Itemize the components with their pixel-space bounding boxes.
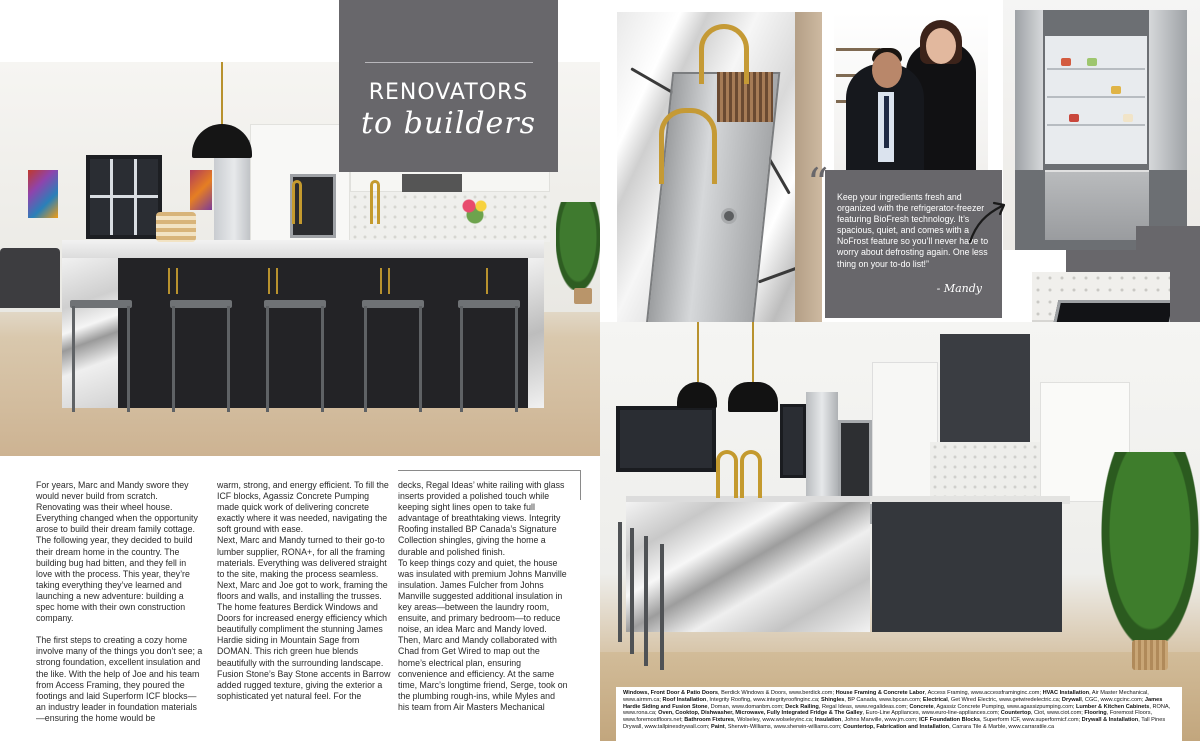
potted-plant [1100,452,1200,652]
credit-source: , Superform ICF, www.superformicf.com; [979,717,1082,724]
page-subtitle: to builders [360,106,537,141]
bar-stool [458,300,520,412]
title-divider [365,62,533,63]
credit-label: Lumber & Kitchen Cabinets [1075,703,1150,710]
credit-label: Deck Railing [785,703,819,710]
credit-source: , Agassiz Concrete Pumping, www.agassizpumping.com; [933,703,1076,710]
article-paragraph: To keep things cozy and quiet, the house was insulated with premium Johns Manville insulation. James Fulcher from Johns Manville suggested additional insulation in key areas—between the laundry room, ensuite, and primary bedroom—to reduce noise, an idea Marc and Mandy loved. Then, Marc and Mandy collaborated with Chad from Get Wired to map out the home’s electrical plan, ensuring convenience and efficiency. At the same time, Marc’s longtime friend, Serge, took on the plumbing rough-ins, while Myles and his team from Air Masters Mechanical [398,557,568,712]
tiered-tray [156,212,196,242]
credit-label: Electrical [922,696,948,703]
credit-label: Drywall & Installation [1081,717,1139,724]
credit-label: Countertop, Fabrication and Installation [843,723,950,730]
brass-faucet [699,24,749,84]
island-countertop [62,240,544,258]
credit-label: Drywall [1061,696,1082,703]
credit-source: , Integrity Roofing, www.integrityroofinginc.ca; [706,696,822,703]
bar-stool [170,300,232,412]
column-rule [580,470,581,500]
column-rule [398,470,580,471]
kitchen-overview-photo [600,322,1200,741]
brass-faucet [370,180,380,224]
homeowners-photo [834,12,988,170]
credit-label: ICF Foundation Blocks [919,717,980,724]
credit-source: , Regal Ideas, www.regalideas.com; [818,703,910,710]
brass-faucet [659,108,717,184]
potted-plant [556,202,600,290]
credit-label: Countertop [1000,710,1031,717]
credit-label: House Framing & Concrete Labor [835,690,925,696]
article-column-3 [398,480,568,724]
pendant-light [677,382,717,408]
article-paragraph: The first steps to creating a cozy home involve many of the things you don’t see; a strong foundation, excellent insulation and the like. With the help of Joe and his team from Access Framing, they poured the footings and laid Superform ICF blocks—an industry leader in foundation materials—ensuring the home would be [36,635,203,723]
article-paragraph: For years, Marc and Mandy swore they would never build from scratch. Renovating was their wheel house. Everything changed when the opportunity arose to build their dream family cottage. The following year, they decided to build their dream home in the country. The building bug had bitten, and they fell in love with the process. This year, they’re taking everything they’ve learned and launching a new adventure: building a spec home with their own construction company. [36,480,198,624]
credit-label: Oven, Cooktop, Dishwasher, Microwave, Fully Integrated Fridge & The Galley [658,710,863,717]
brass-faucet [716,450,738,498]
dining-chairs [0,248,60,308]
pendant-light [728,382,778,412]
galley-sink-photo [617,12,822,330]
title-box [339,0,558,172]
credit-source: , Euro-Line Appliances, www.euro-line-appliances.com; [862,710,1001,717]
credit-label: Roof Installation [662,696,707,703]
window [780,404,806,478]
brass-faucet [292,180,302,224]
credit-source: , Foremost Floors, www.foremostfloors.net; [623,710,1153,724]
article-paragraph: Next, Marc and Mandy turned to their go-to lumber supplier, RONA+, for all the framing materials. Everything was delivered straight to the site, making the process seamless. [217,535,387,579]
hex-backsplash [350,192,550,242]
flower-vase [460,194,490,224]
credit-source: , Sherwin-Williams, www.sherwin-williams.com; [724,723,844,730]
window [616,406,716,472]
credit-label: Paint [710,723,725,730]
wall-art [28,170,58,218]
credit-label: Bathroom Fixtures [684,717,734,724]
quote-attribution: - Mandy [936,282,982,295]
credit-label: Shingles [821,696,845,703]
hex-backsplash [930,442,1040,502]
credit-source: , Access Framing, www.accessframinginc.com; [924,690,1043,696]
credit-source: , Wolseley, www.wolseleyinc.ca; [733,717,815,724]
credit-label: Concrete [909,703,934,710]
sink-drain [721,208,737,224]
credits-list [623,690,1179,731]
credit-source: , Ciot, www.ciot.com; [1030,710,1085,717]
credit-source: , RONA, www.rona.ca; [623,703,1171,717]
credit-source: , Get Wired Electric, www.getwiredelectric.ca; [947,696,1062,703]
page-title: RENOVATORS [368,80,529,105]
bar-stool [362,300,424,412]
credit-label: Windows, Front Door & Patio Doors [623,690,719,696]
credit-source: , Johns Manville, www.jm.com; [841,717,920,724]
credit-source: , Carrara Tile & Marble, www.carraratile.ca [949,723,1055,730]
credit-label: Flooring [1084,710,1107,717]
range-hood-cabinet [940,334,1030,442]
credit-source: , CGC, www.cgcinc.com; [1081,696,1145,703]
wall-art [190,170,212,210]
refrigerator [806,392,838,512]
credit-label: James Hardie Siding and Fusion Stone [623,696,1163,710]
credit-source: , Tall Pines Drywall, www.tallpinesdrywall.com; [623,717,1166,730]
article-paragraph: Next, Marc and Joe got to work, framing the floors and walls, and installing the trusses. The home features Berdick Windows and Doors for increased energy efficiency which beautifully compliment the stunning James Hardie siding in Mountain Sage from DOMAN. This rich green hue blends beautifully with the surrounding landscape. Fusion Stone’s Bay Stone accents in Barrow added rugged texture, giving the exterior a sophisticated yet natural feel. For the [217,579,391,701]
lower-cabinets [872,502,1062,632]
bar-stool [70,300,132,412]
resource-credits [616,687,1182,741]
credit-label: Insulation [814,717,842,724]
bar-stool [264,300,326,412]
arrow-icon [966,198,1010,246]
quote-mark-icon: “ [807,159,829,208]
brass-faucet [740,450,762,498]
credit-source: , BP Canada, www.bpcan.com; [844,696,923,703]
article-column-1 [36,480,204,735]
plant-basket [1132,640,1168,670]
window [86,155,162,239]
credit-source: , Berdick Windows & Doors, www.berdick.com; [718,690,836,696]
range-hood [402,174,462,192]
credit-source: , Air Master Mechanical, www.airmm.ca; [623,690,1149,703]
quote-text: Keep your ingredients fresh and organized with the refrigerator-freezer featuring BioFresh technology. It’s spacious, quiet, and comes with a NoFrost feature so you’ll never have to worry about defrosting again. One less thing on your to-do list!” [837,192,989,269]
article-paragraph: decks, Regal Ideas’ white railing with glass inserts provided a polished touch while keeping sight lines open to take full advantage of breathtaking views. Integrity Roofing installed BP Canada’s Signature Collection shingles, giving the home a durable and polished finish. [398,480,565,557]
article-column-2 [217,480,392,713]
credit-label: HVAC Installation [1042,690,1090,696]
refrigerator-photo [1003,0,1200,250]
article-paragraph: warm, strong, and energy efficient. To fill the ICF blocks, Agassiz Concrete Pumping made quick work of delivering concrete exactly where it was needed, navigating the soft ground with ease. [217,480,389,535]
credit-source: , Doman, www.domanbm.com; [707,703,786,710]
